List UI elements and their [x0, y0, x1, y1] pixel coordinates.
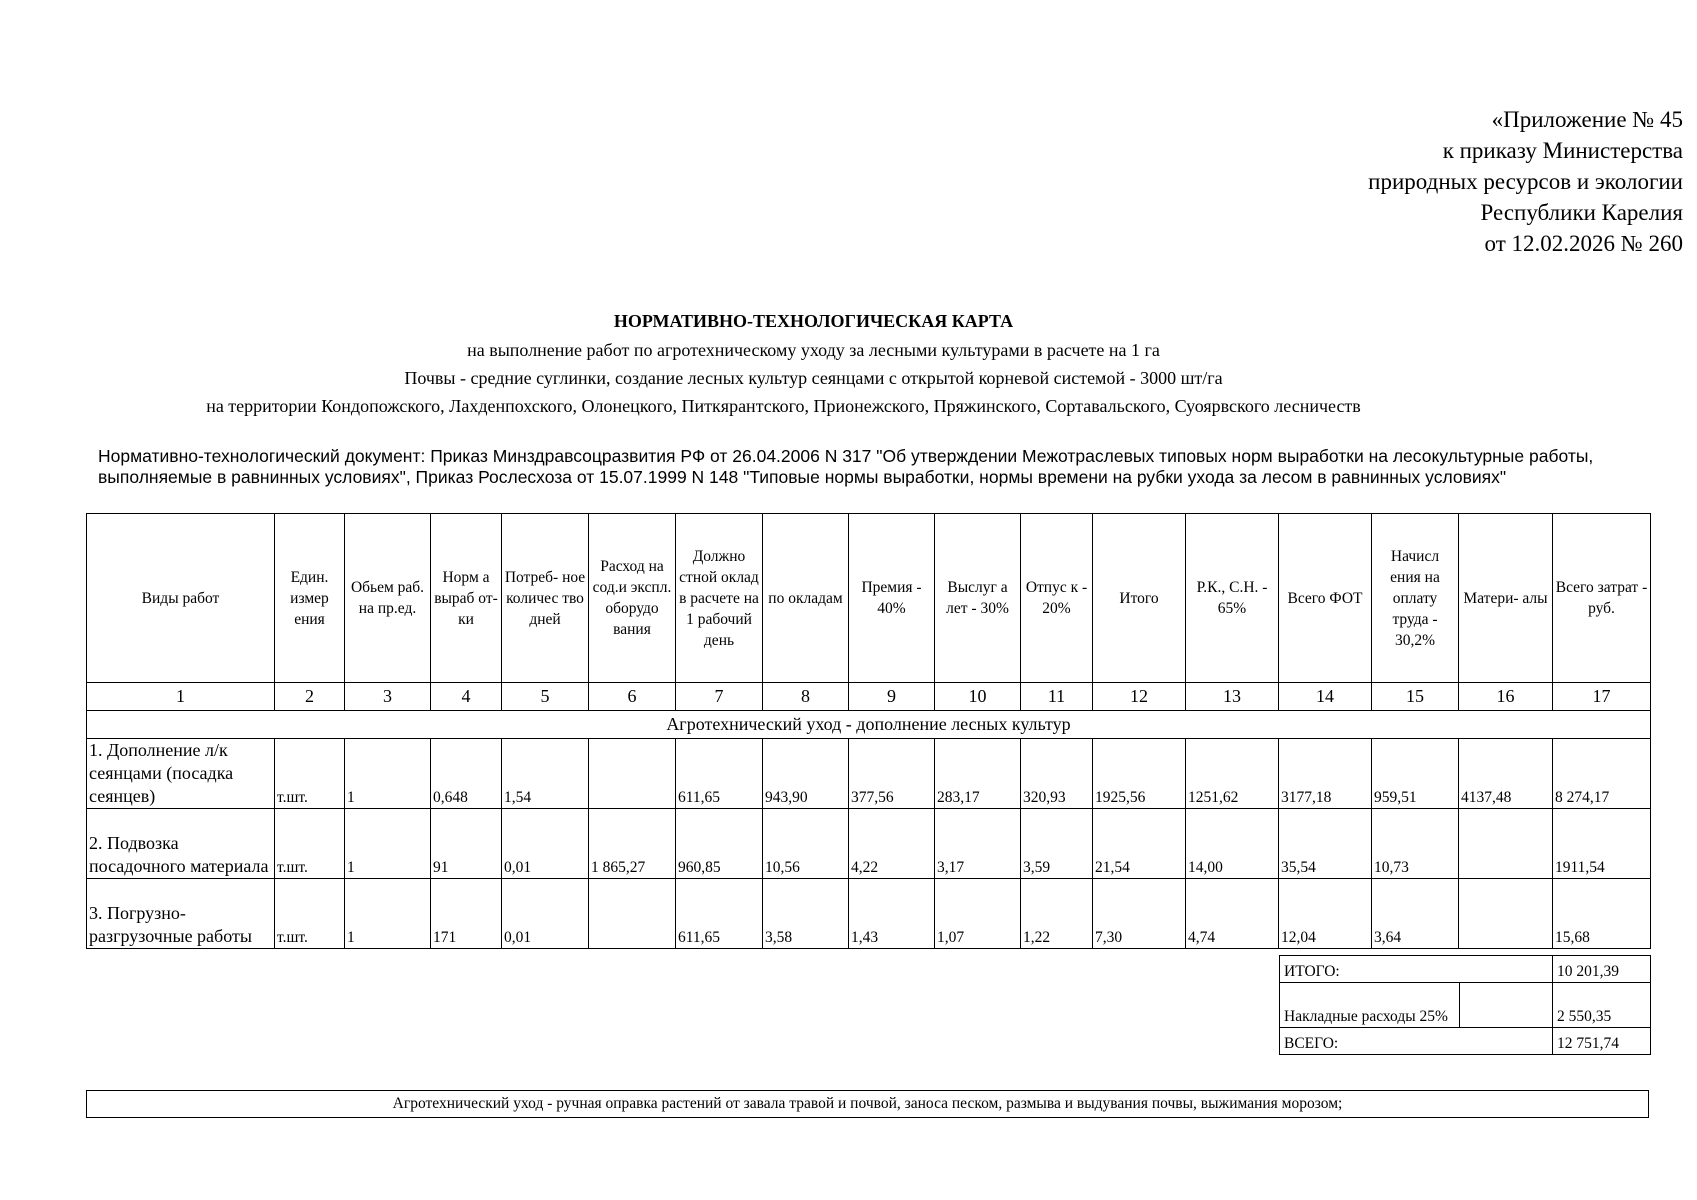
header-cell: Премия - 40% — [849, 514, 935, 683]
column-number: 11 — [1021, 683, 1093, 711]
header-cell: Начисл ения на оплату труда - 30,2% — [1372, 514, 1459, 683]
vsego-value: 12 751,74 — [1553, 1028, 1651, 1055]
document-title: НОРМАТИВНО-ТЕХНОЛОГИЧЕСКАЯ КАРТА — [613, 311, 1014, 331]
table-cell: 1,22 — [1021, 879, 1093, 949]
totals-table — [1279, 955, 1651, 1055]
header-cell: Потреб- ное количес тво дней — [502, 514, 589, 683]
column-number: 8 — [763, 683, 849, 711]
table-cell: 1 — [345, 809, 431, 879]
table-cell: т.шт. — [275, 739, 345, 809]
vsego-label: ВСЕГО: — [1280, 1028, 1553, 1055]
table-cell: 1,54 — [502, 739, 589, 809]
header-cell: Расход на сод.и экспл. оборудо вания — [589, 514, 676, 683]
table-cell — [589, 879, 676, 949]
table-cell — [589, 739, 676, 809]
header-cell: Итого — [1093, 514, 1186, 683]
header-cell: Обьем раб. на пр.ед. — [345, 514, 431, 683]
totals-row-vsego — [1280, 1028, 1651, 1055]
table-row — [87, 809, 1651, 879]
cost-table — [86, 513, 1651, 949]
work-name: 1. Дополнение л/к сеянцами (посадка сеянцев) — [87, 739, 275, 809]
column-number: 15 — [1372, 683, 1459, 711]
work-name: 3. Погрузно-разгрузочные работы — [87, 879, 275, 949]
overhead-label: Накладные расходы 25% — [1280, 983, 1460, 1028]
column-number: 9 — [849, 683, 935, 711]
column-number: 3 — [345, 683, 431, 711]
work-name: 2. Подвозка посадочного материала — [87, 809, 275, 879]
appendix-line: природных ресурсов и экологии — [1368, 169, 1683, 194]
table-cell: 3177,18 — [1279, 739, 1372, 809]
column-number: 17 — [1553, 683, 1651, 711]
appendix-line: «Приложение № 45 — [1491, 107, 1683, 132]
table-cell: 1925,56 — [1093, 739, 1186, 809]
normative-document-text: Нормативно-технологический документ: Приказ Минздравсоцразвития РФ от 26.04.2006 N 317 "Об утверждении Межотраслевых типовых норм выработки на лесокультурные работы, выполняемые в равнинных условиях", Приказ Рослесхоза от 15.07.1999 N 148 "Типовые нормы выработки, нормы времени на рубки ухода за лесом в равнинных условиях" — [98, 446, 1594, 487]
table-cell: 1911,54 — [1553, 809, 1651, 879]
header-cell: Матери- алы — [1459, 514, 1553, 683]
table-cell: 3,58 — [763, 879, 849, 949]
appendix-block — [1368, 104, 1683, 259]
header-cell: Норм а выраб от-ки — [431, 514, 502, 683]
table-cell: 377,56 — [849, 739, 935, 809]
totals-row-itogo — [1280, 956, 1651, 983]
header-cell: Един. измер ения — [275, 514, 345, 683]
table-cell: 959,51 — [1372, 739, 1459, 809]
subtitle-line-1: на выполнение работ по агротехническому уходу за лесными культурами в расчете на 1 га — [467, 340, 1160, 360]
table-cell: 0,648 — [431, 739, 502, 809]
table-cell: 35,54 — [1279, 809, 1372, 879]
column-number: 6 — [589, 683, 676, 711]
appendix-line: от 12.02.2026 № 260 — [1484, 231, 1683, 256]
header-cell: Выслуг а лет - 30% — [935, 514, 1021, 683]
column-number: 4 — [431, 683, 502, 711]
table-cell: 320,93 — [1021, 739, 1093, 809]
table-cell: 7,30 — [1093, 879, 1186, 949]
table-cell: 4137,48 — [1459, 739, 1553, 809]
overhead-empty-cell — [1460, 983, 1553, 1028]
column-number: 10 — [935, 683, 1021, 711]
section-title: Агротехнический уход - дополнение лесных культур — [87, 711, 1651, 739]
header-cell: Отпус к - 20% — [1021, 514, 1093, 683]
table-row — [87, 879, 1651, 949]
column-number: 5 — [502, 683, 589, 711]
header-cell: Р.К., С.Н. - 65% — [1186, 514, 1279, 683]
header-cell: Виды работ — [87, 514, 275, 683]
subtitle-line-3: на территории Кондопожского, Лахденпохского, Олонецкого, Питкярантского, Прионежского, Пряжинского, Сортавальского, Суоярвского лесничеств — [206, 396, 1361, 416]
table-cell: 0,01 — [502, 879, 589, 949]
column-number-row — [87, 683, 1651, 711]
table-cell — [1459, 809, 1553, 879]
table-cell: 283,17 — [935, 739, 1021, 809]
table-cell: 10,56 — [763, 809, 849, 879]
table-cell: 171 — [431, 879, 502, 949]
column-number: 1 — [87, 683, 275, 711]
table-cell: 611,65 — [676, 739, 763, 809]
overhead-value: 2 550,35 — [1553, 983, 1651, 1028]
column-number: 16 — [1459, 683, 1553, 711]
section-row — [87, 711, 1651, 739]
table-cell: 8 274,17 — [1553, 739, 1651, 809]
table-cell: 1251,62 — [1186, 739, 1279, 809]
table-cell: 21,54 — [1093, 809, 1186, 879]
table-cell: т.шт. — [275, 879, 345, 949]
header-cell: Должно стной оклад в расчете на 1 рабочий день — [676, 514, 763, 683]
header-row — [87, 514, 1651, 683]
table-cell: 4,74 — [1186, 879, 1279, 949]
column-number: 2 — [275, 683, 345, 711]
table-cell: 1,07 — [935, 879, 1021, 949]
header-cell: Всего затрат - руб. — [1553, 514, 1651, 683]
table-cell: 1 865,27 — [589, 809, 676, 879]
appendix-line: Республики Карелия — [1480, 200, 1683, 225]
table-cell: 1 — [345, 879, 431, 949]
table-cell — [1459, 879, 1553, 949]
column-number: 13 — [1186, 683, 1279, 711]
column-number: 14 — [1279, 683, 1372, 711]
table-cell: 1,43 — [849, 879, 935, 949]
subtitle-line-2: Почвы - средние суглинки, создание лесных культур сеянцами с открытой корневой системой - 3000 шт/га — [404, 368, 1223, 388]
table-cell: 3,64 — [1372, 879, 1459, 949]
table-cell: 3,59 — [1021, 809, 1093, 879]
itogo-label: ИТОГО: — [1280, 956, 1553, 983]
table-cell: 3,17 — [935, 809, 1021, 879]
column-number: 7 — [676, 683, 763, 711]
table-cell: 0,01 — [502, 809, 589, 879]
next-section-title: Агротехнический уход - ручная оправка растений от завала травой и почвой, заноса песком, размыва и выдувания почвы, выжимания морозом; — [86, 1090, 1649, 1118]
title-block — [0, 306, 1697, 420]
table-cell: 12,04 — [1279, 879, 1372, 949]
table-cell: 91 — [431, 809, 502, 879]
appendix-line: к приказу Министерства — [1442, 138, 1683, 163]
table-cell: 943,90 — [763, 739, 849, 809]
totals-row-overhead — [1280, 983, 1651, 1028]
header-cell: Всего ФОТ — [1279, 514, 1372, 683]
table-cell: 14,00 — [1186, 809, 1279, 879]
table-cell: 10,73 — [1372, 809, 1459, 879]
table-cell: 611,65 — [676, 879, 763, 949]
table-cell: 960,85 — [676, 809, 763, 879]
header-cell: по окладам — [763, 514, 849, 683]
table-row — [87, 739, 1651, 809]
table-cell: 1 — [345, 739, 431, 809]
itogo-value: 10 201,39 — [1553, 956, 1651, 983]
column-number: 12 — [1093, 683, 1186, 711]
table-cell: 15,68 — [1553, 879, 1651, 949]
table-cell: т.шт. — [275, 809, 345, 879]
table-cell: 4,22 — [849, 809, 935, 879]
